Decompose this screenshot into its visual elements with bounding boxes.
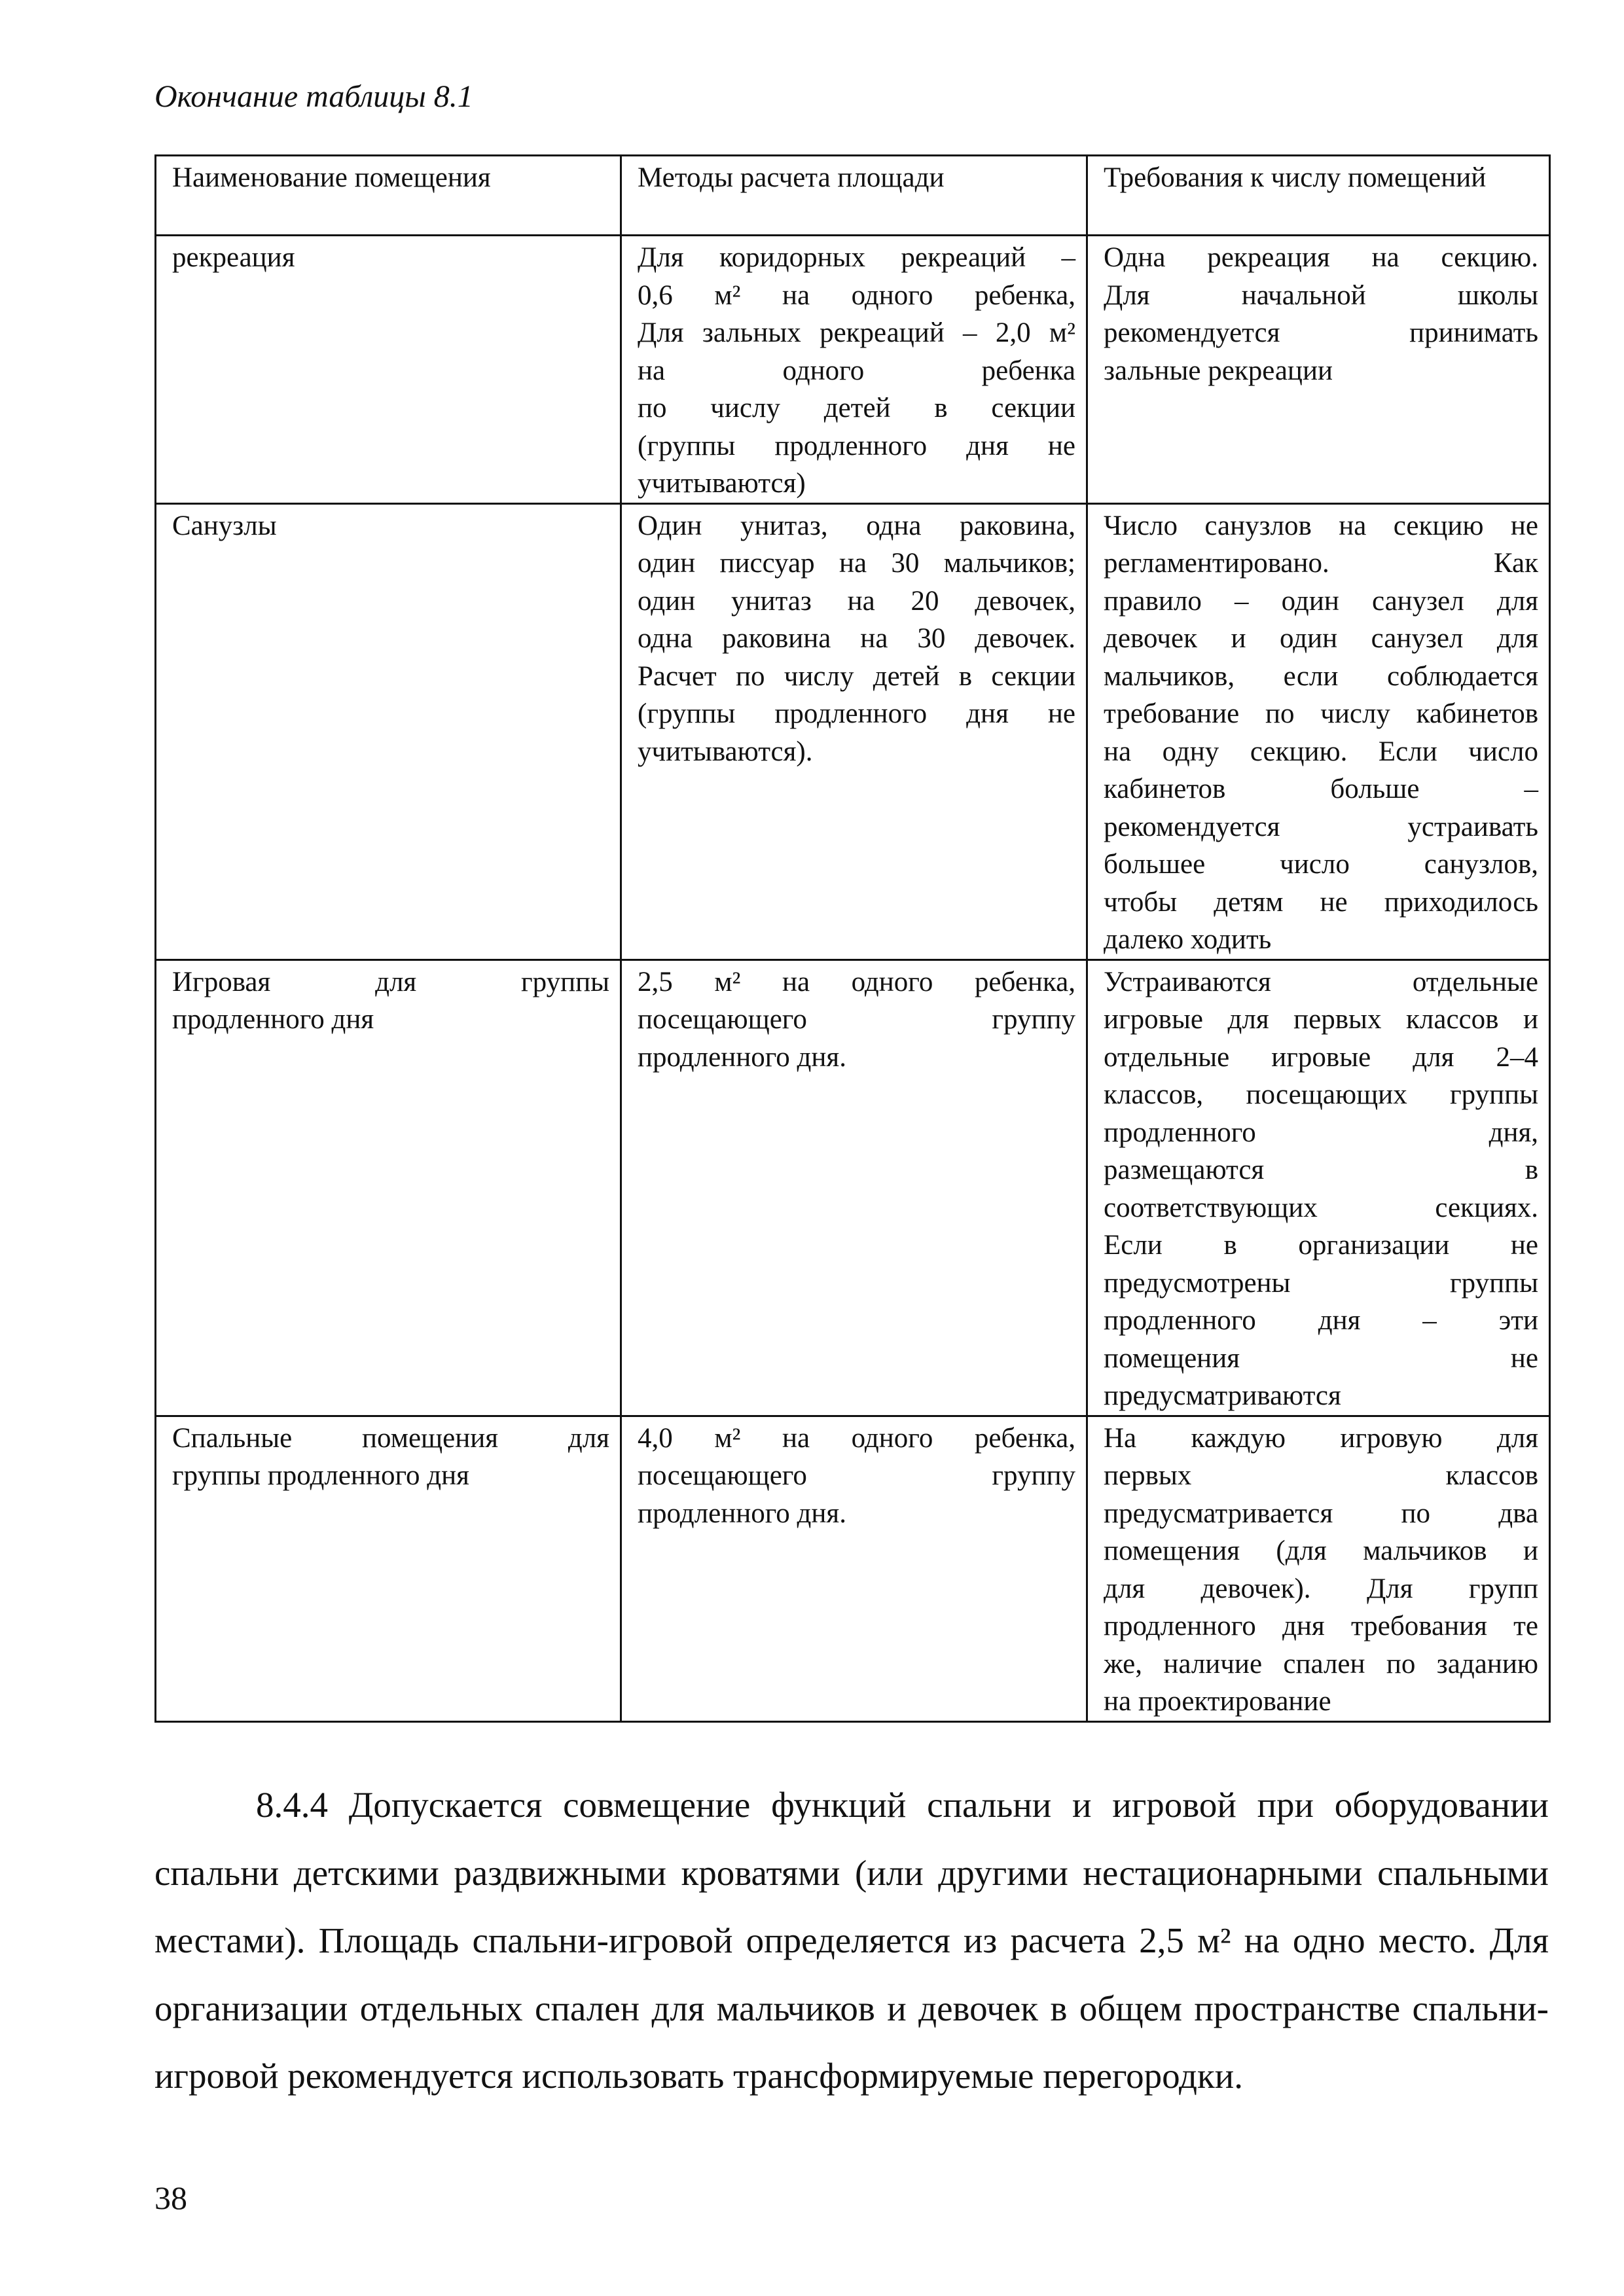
requirements-cell <box>1087 503 1550 960</box>
area-method-cell <box>621 503 1087 960</box>
cell-line: Число санузлов на секцию не <box>1104 510 1538 541</box>
cell-line: размещаются в <box>1104 1155 1538 1185</box>
cell-line: 2,5 м² на одного ребенка, <box>638 966 1075 997</box>
cell-line: первых классов <box>1104 1460 1538 1491</box>
cell-line: игровые для первых классов и <box>1104 1004 1538 1035</box>
cell-line: продленного дня. <box>638 1041 846 1073</box>
cell-line: учитываются). <box>638 736 813 767</box>
cell-line: продленного дня, <box>1104 1117 1538 1148</box>
header-room-requirements: Требования к числу помещений <box>1087 156 1550 236</box>
cell-line: Один унитаз, одна раковина, <box>638 510 1075 541</box>
table-caption: Окончание таблицы 8.1 <box>154 79 473 114</box>
cell-line: далеко ходить <box>1104 924 1272 955</box>
cell-line: один писсуар на 30 мальчиков; <box>638 548 1075 579</box>
cell-line: девочек и один санузел для <box>1104 623 1538 654</box>
cell-line: рекомендуется устраивать <box>1104 811 1538 842</box>
cell-line: Спальные помещения для <box>172 1422 609 1454</box>
cell-line: требование по числу кабинетов <box>1104 698 1538 729</box>
cell-line: рекомендуется принимать <box>1104 317 1538 348</box>
requirements-cell <box>1087 960 1550 1416</box>
cell-line: продленного дня <box>172 1004 374 1035</box>
cell-line: на одну секцию. Если число <box>1104 736 1538 767</box>
cell-line: большее число санузлов, <box>1104 849 1538 880</box>
body-paragraph: 8.4.4 Допускается совмещение функций спальни и игровой при оборудовании спальни детскими раздвижными кроватями (или другими нестационарными спальными местами). Площадь спальни-игровой определяется из расчета 2,5 м² на одно место. Для организации отдельных спален для мальчиков и девочек в общем пространстве спальни-игровой рекомендуется использовать трансформируемые перегородки. <box>154 1785 1549 2096</box>
cell-line: кабинетов больше – <box>1104 774 1538 804</box>
cell-line: посещающего группу <box>638 1004 1075 1035</box>
cell-line: предусматривается по два <box>1104 1498 1538 1529</box>
area-method-cell <box>621 960 1087 1416</box>
room-name-cell <box>156 1416 621 1721</box>
cell-line: (группы продленного дня не <box>638 698 1075 729</box>
room-name-cell <box>156 960 621 1416</box>
area-method-cell <box>621 1416 1087 1721</box>
cell-line: Одна рекреация на секцию. <box>1104 242 1538 273</box>
cell-line: Для зальных рекреаций – 2,0 м² <box>638 317 1075 348</box>
cell-line: Если в организации не <box>1104 1230 1538 1261</box>
table-row <box>156 236 1550 504</box>
table-header-row <box>156 156 1550 236</box>
cell-line: (группы продленного дня не <box>638 430 1075 461</box>
cell-line: помещения (для мальчиков и <box>1104 1535 1538 1566</box>
cell-line: один унитаз на 20 девочек, <box>638 585 1075 617</box>
requirements-cell <box>1087 1416 1550 1721</box>
cell-line: предусмотрены группы <box>1104 1267 1538 1299</box>
cell-line: Для коридорных рекреаций – <box>638 242 1075 273</box>
cell-line: Игровая для группы <box>172 966 609 997</box>
cell-line: продленного дня. <box>638 1498 846 1529</box>
cell-line: на одного ребенка <box>638 355 1075 386</box>
cell-line: одна раковина на 30 девочек. <box>638 623 1075 654</box>
cell-line: Устраиваются отдельные <box>1104 966 1538 997</box>
header-area-method: Методы расчета площади <box>621 156 1087 236</box>
page-number: 38 <box>154 2179 187 2216</box>
requirements-cell <box>1087 236 1550 504</box>
cell-line: помещения не <box>1104 1342 1538 1374</box>
cell-line: учитываются) <box>638 468 806 499</box>
cell-line: чтобы детям не приходилось <box>1104 886 1538 918</box>
cell-line: На каждую игровую для <box>1104 1422 1538 1454</box>
cell-line: Санузлы <box>172 510 277 541</box>
cell-line: группы продленного дня <box>172 1460 469 1491</box>
table-row <box>156 503 1550 960</box>
cell-line: Расчет по числу детей в секции <box>638 660 1075 692</box>
cell-line: продленного дня требования те <box>1104 1611 1538 1641</box>
cell-line: Для начальной школы <box>1104 279 1538 311</box>
cell-line: 4,0 м² на одного ребенка, <box>638 1422 1075 1454</box>
cell-line: рекреация <box>172 242 295 273</box>
table-row <box>156 1416 1550 1721</box>
cell-line: отдельные игровые для 2–4 <box>1104 1041 1538 1073</box>
cell-line: на проектирование <box>1104 1686 1331 1717</box>
cell-line: зальные рекреации <box>1104 355 1333 386</box>
cell-line: правило – один санузел для <box>1104 585 1538 617</box>
area-method-cell <box>621 236 1087 504</box>
cell-line: предусматриваются <box>1104 1380 1341 1411</box>
cell-line: мальчиков, если соблюдается <box>1104 660 1538 692</box>
requirements-table <box>154 154 1551 1723</box>
cell-line: продленного дня – эти <box>1104 1305 1538 1336</box>
cell-line: классов, посещающих группы <box>1104 1079 1538 1110</box>
header-room-name: Наименование помещения <box>156 156 621 236</box>
cell-line: посещающего группу <box>638 1460 1075 1491</box>
room-name-cell <box>156 503 621 960</box>
table-row <box>156 960 1550 1416</box>
cell-line: регламентировано. Как <box>1104 548 1538 579</box>
cell-line: по числу детей в секции <box>638 393 1075 423</box>
cell-line: для девочек). Для групп <box>1104 1573 1538 1604</box>
cell-line: же, наличие спален по заданию <box>1104 1648 1538 1679</box>
cell-line: 0,6 м² на одного ребенка, <box>638 279 1075 311</box>
room-name-cell <box>156 236 621 504</box>
cell-line: соответствующих секциях. <box>1104 1192 1538 1223</box>
